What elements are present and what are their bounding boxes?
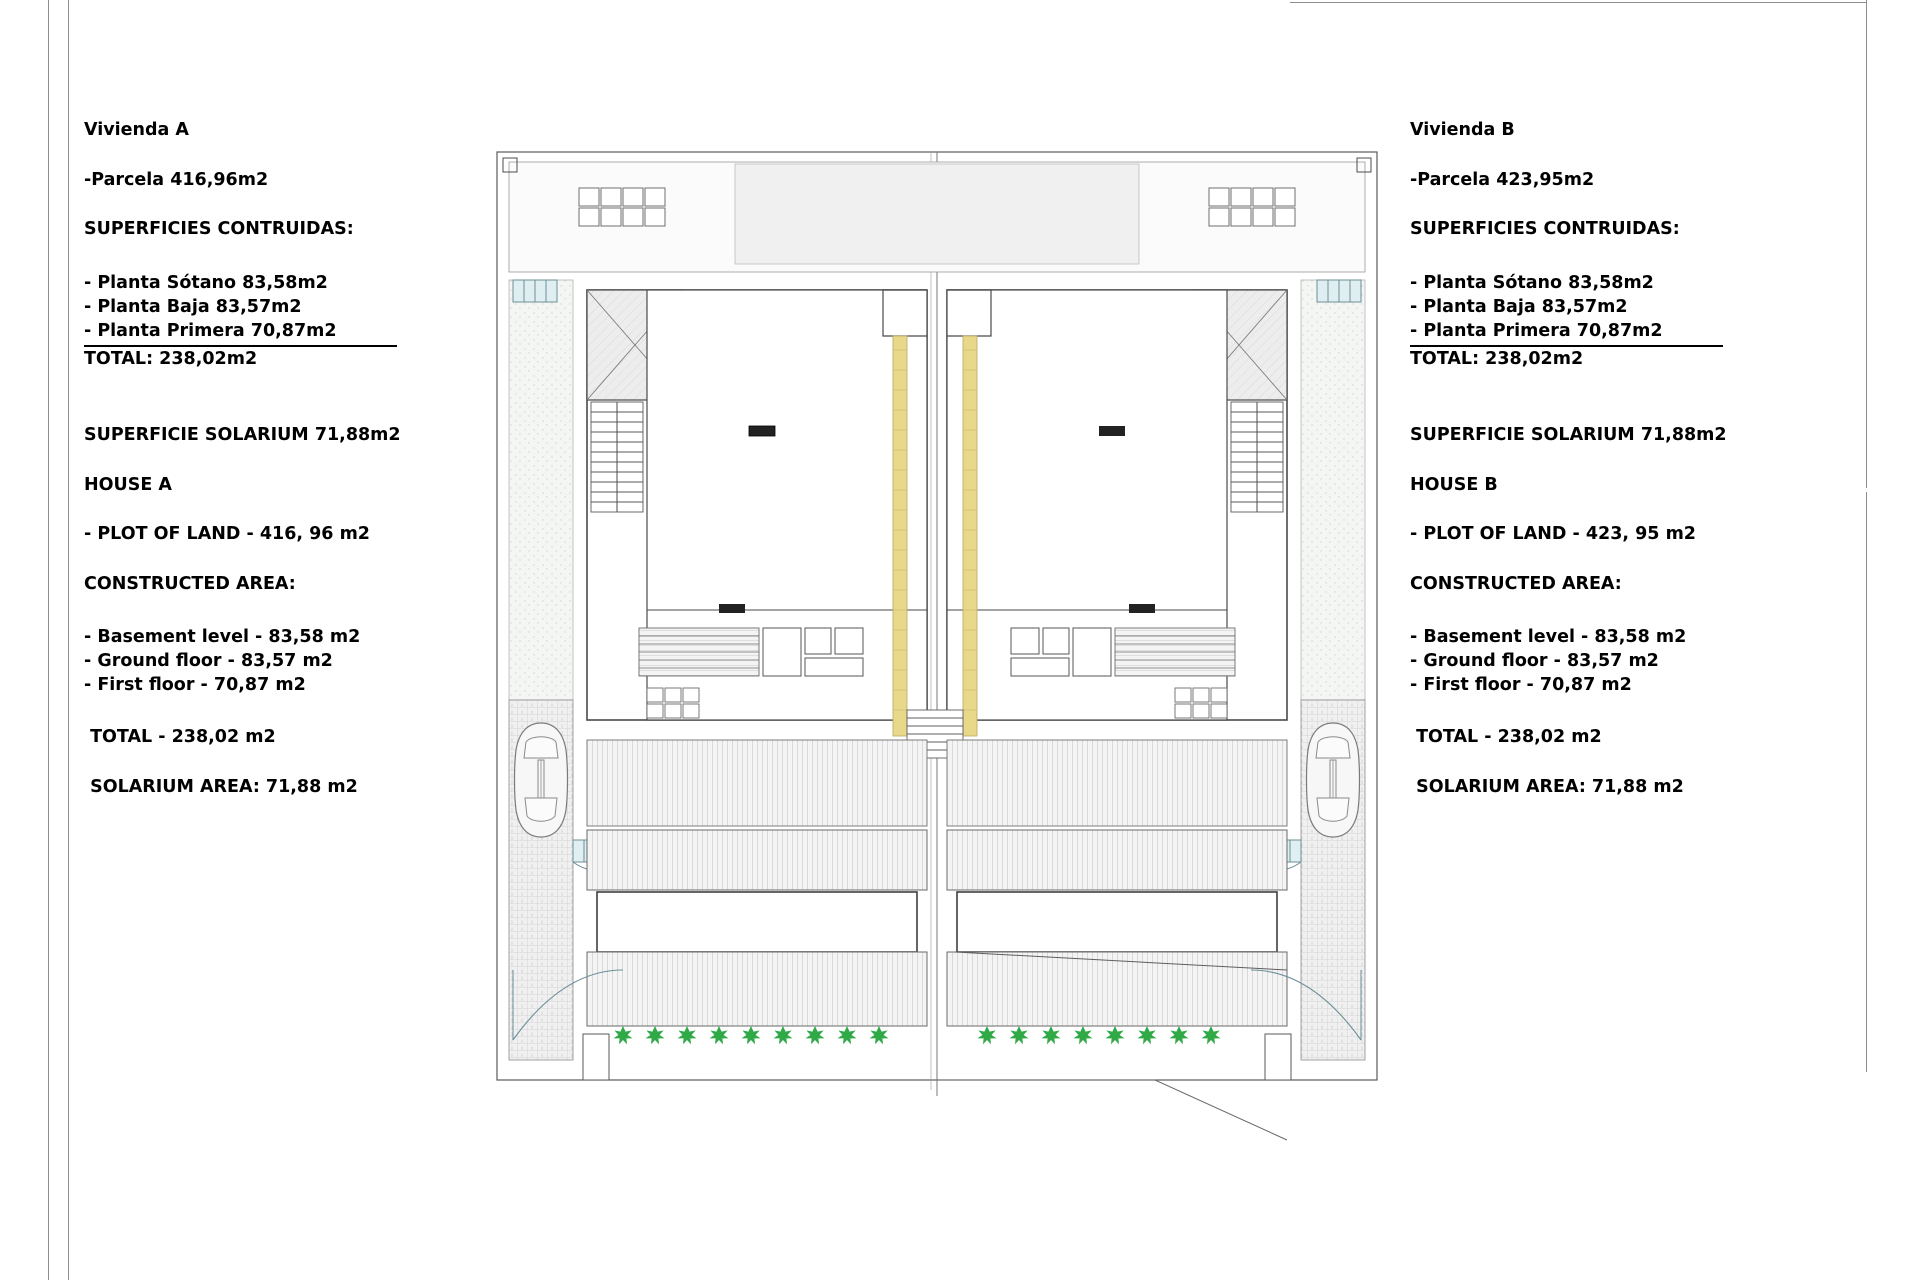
house-a-solarium-es: SUPERFICIE SOLARIUM 71,88m2 xyxy=(84,425,401,446)
car-left xyxy=(515,723,568,837)
house-a-ground-en: - Ground floor - 83,57 m2 xyxy=(84,651,333,672)
house-a-first-es: - Planta Primera 70,87m2 xyxy=(84,319,397,347)
house-b-areas-heading-es: SUPERFICIES CONTRUIDAS: xyxy=(1410,219,1680,239)
house-b-ground-en: - Ground floor - 83,57 m2 xyxy=(1410,651,1659,672)
house-a-plot-es: -Parcela 416,96m2 xyxy=(84,169,269,190)
house-b-heading-es: Vivienda B xyxy=(1410,120,1515,140)
page-edge-rule-left-outer xyxy=(48,0,49,1280)
house-a-basement-es: - Planta Sótano 83,58m2 xyxy=(84,272,328,293)
house-b-heading-en: HOUSE B xyxy=(1410,474,1498,495)
car-right xyxy=(1307,723,1360,837)
house-a-ground-es: - Planta Baja 83,57m2 xyxy=(84,296,302,317)
house-b-areas-heading-en: CONSTRUCTED AREA: xyxy=(1410,573,1622,594)
house-b-first-es: - Planta Primera 70,87m2 xyxy=(1410,319,1723,347)
house-b-first-en: - First floor - 70,87 m2 xyxy=(1410,675,1632,696)
page-edge-rule-top xyxy=(1290,2,1866,3)
house-a-basement-en: - Basement level - 83,58 m2 xyxy=(84,627,361,648)
page-edge-rule-left-inner xyxy=(68,0,69,1280)
house-a-plot-en: - PLOT OF LAND - 416, 96 m2 xyxy=(84,524,370,545)
house-a-total-es: TOTAL: 238,02m2 xyxy=(84,348,258,369)
house-b-solarium-en: SOLARIUM AREA: 71,88 m2 xyxy=(1410,776,1684,797)
house-a-areas-heading-en: CONSTRUCTED AREA: xyxy=(84,573,296,594)
house-b-solarium-es: SUPERFICIE SOLARIUM 71,88m2 xyxy=(1410,425,1727,446)
house-b-plot-en: - PLOT OF LAND - 423, 95 m2 xyxy=(1410,524,1696,545)
house-a-heading-en: HOUSE A xyxy=(84,474,172,495)
site-plan-drawing xyxy=(487,140,1387,1160)
house-b-total-es: TOTAL: 238,02m2 xyxy=(1410,348,1584,369)
house-a-areas-heading-es: SUPERFICIES CONTRUIDAS: xyxy=(84,219,354,239)
house-b-total-en: TOTAL - 238,02 m2 xyxy=(1410,727,1602,748)
house-b-basement-en: - Basement level - 83,58 m2 xyxy=(1410,627,1687,648)
house-b-info-block xyxy=(1410,122,1880,796)
house-b-plot-es: -Parcela 423,95m2 xyxy=(1410,169,1595,190)
house-a-heading-es: Vivienda A xyxy=(84,120,189,140)
house-a-first-en: - First floor - 70,87 m2 xyxy=(84,675,306,696)
house-b-basement-es: - Planta Sótano 83,58m2 xyxy=(1410,272,1654,293)
house-b-ground-es: - Planta Baja 83,57m2 xyxy=(1410,296,1628,317)
house-a-total-en: TOTAL - 238,02 m2 xyxy=(84,727,276,748)
house-a-info-block xyxy=(84,122,554,796)
house-a-solarium-en: SOLARIUM AREA: 71,88 m2 xyxy=(84,776,358,797)
